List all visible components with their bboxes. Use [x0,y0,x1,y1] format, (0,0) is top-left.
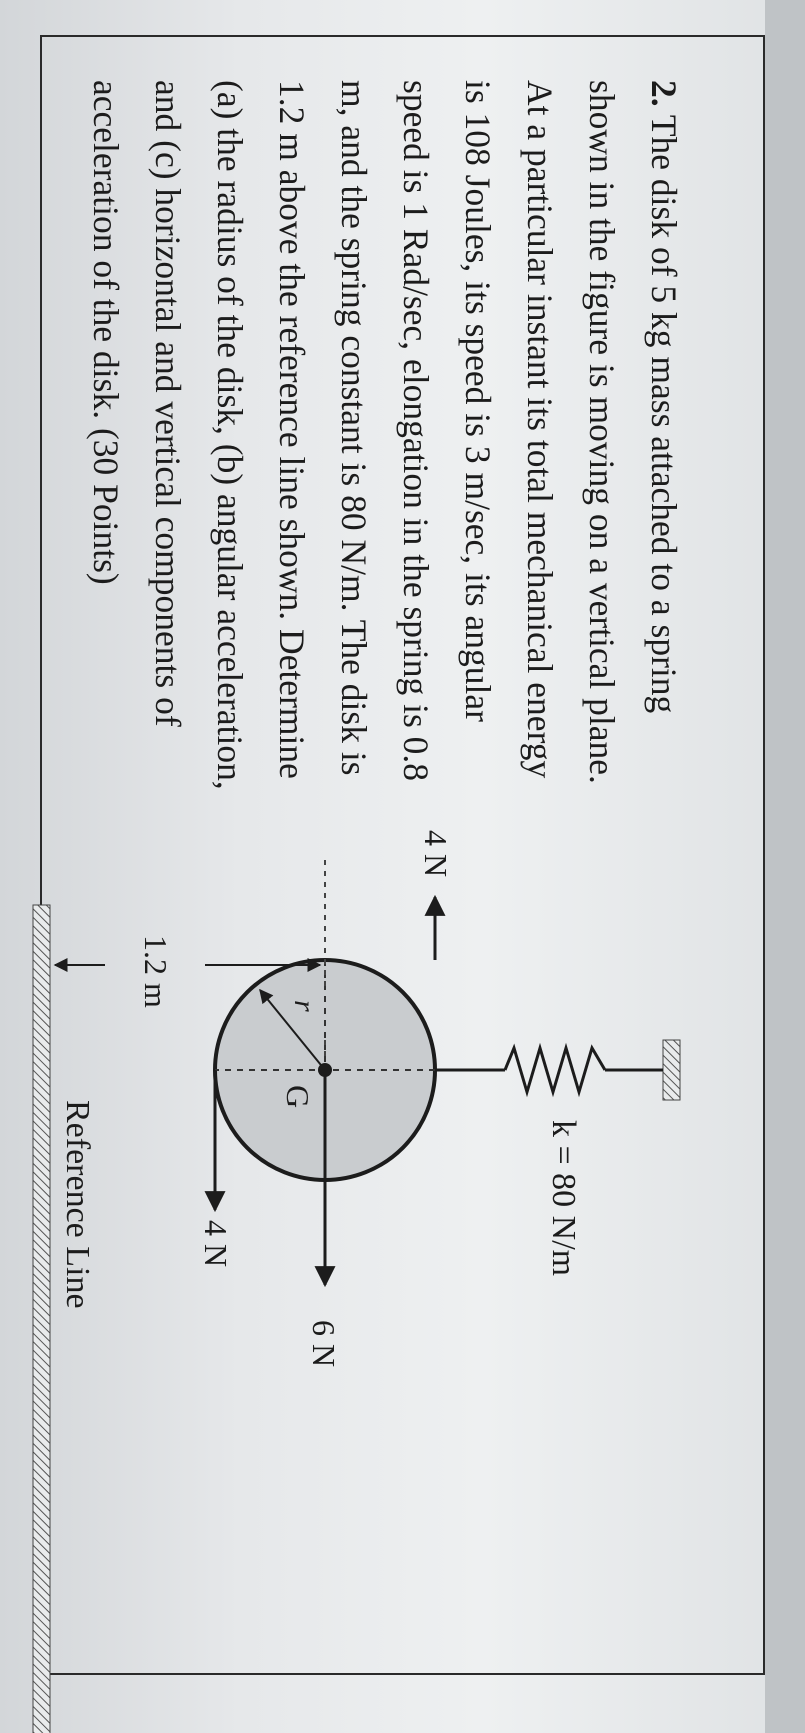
question-line-5: speed is 1 Rad/sec, elongation in the spring is 0.8 [396,80,436,782]
reference-line-label: Reference Line [59,1100,96,1309]
question-line-8: (a) the radius of the disk, (b) angular acceleration, [210,80,250,790]
force-label-bottom: 4 N [198,1220,234,1268]
radius-label: r [288,1000,321,1012]
question-line-10: acceleration of the disk. (30 Points) [86,80,126,585]
ceiling-support [663,1040,680,1100]
force-label-right: 6 N [306,1320,342,1368]
spring-constant-label: k = 80 N/m [545,1120,582,1277]
question-line-6: m, and the spring constant is 80 N/m. The disk is [334,80,374,776]
question-line-4: is 108 Joules, its speed is 3 m/sec, its angular [458,80,498,722]
question-line-2: shown in the figure is moving on a vertical plane. [582,80,622,784]
question-line-7: 1.2 m above the reference line shown. Determine [272,80,312,779]
question-line-9: and (c) horizontal and vertical components of [148,80,188,727]
center-label: G [280,1085,316,1109]
question-line-3: At a particular instant its total mechanical energy [520,80,560,779]
force-label-left: 4 N [418,830,454,878]
question-number: 2. [644,80,684,107]
height-label: 1.2 m [138,935,174,1008]
reference-line-ground [33,905,50,1733]
spring [505,1048,605,1092]
question-line-text: The disk of 5 kg mass attached to a spring [644,114,684,714]
